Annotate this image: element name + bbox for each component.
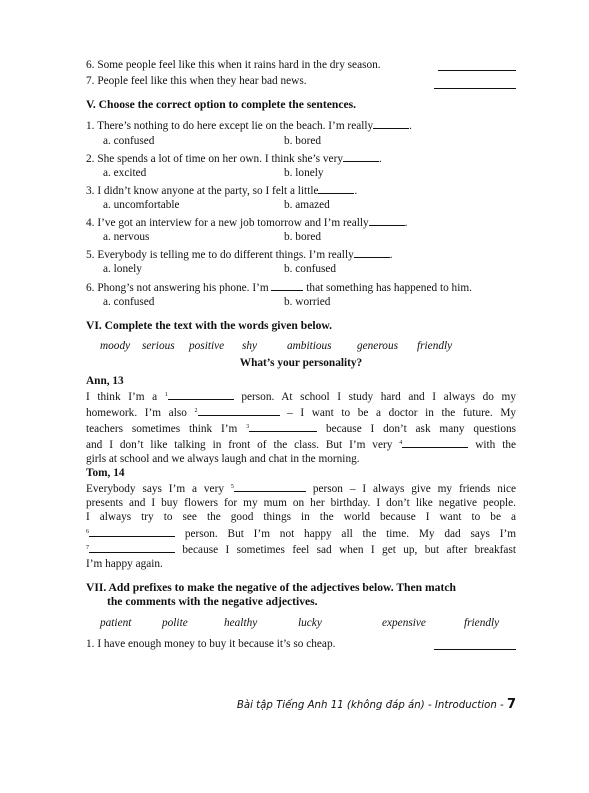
answer-blank[interactable] bbox=[373, 117, 409, 129]
question-6: 6. Phong’s not answering his phone. I’m that something has happened to him. bbox=[86, 279, 516, 295]
page-footer: Bài tập Tiếng Anh 11 (không đáp án) - Introduction - 7 bbox=[236, 697, 516, 712]
author-ann: Ann, 13 bbox=[86, 374, 124, 387]
word-box-7: patient polite healthy lucky expensive friendly bbox=[100, 616, 500, 629]
item-7-1: 1. I have enough money to buy it because it’s so cheap. bbox=[86, 637, 516, 653]
answer-blank[interactable] bbox=[434, 77, 516, 89]
item-top-7: 7. People feel like this when they hear bad news. bbox=[86, 74, 516, 92]
section-7-subtitle: the comments with the negative adjectives. bbox=[107, 595, 318, 609]
answer-blank[interactable] bbox=[354, 246, 390, 258]
page-number: 7 bbox=[506, 697, 516, 712]
options-4: a. nervous b. bored bbox=[103, 231, 322, 244]
answer-blank[interactable] bbox=[168, 388, 234, 400]
options-1: a. confused b. bored bbox=[103, 134, 322, 147]
answer-blank[interactable] bbox=[438, 59, 516, 71]
answer-blank[interactable] bbox=[434, 638, 516, 650]
options-3: a. uncomfortable b. amazed bbox=[103, 199, 330, 212]
answer-blank[interactable] bbox=[198, 404, 280, 416]
question-1: 1. There’s nothing to do here except lie on the beach. I’m really . bbox=[86, 117, 516, 133]
answer-blank[interactable] bbox=[271, 279, 303, 291]
section-5-title: V. Choose the correct option to complete the sentences. bbox=[86, 98, 357, 111]
answer-blank[interactable] bbox=[249, 420, 317, 432]
question-3: 3. I didn’t know anyone at the party, so I felt a little . bbox=[86, 182, 516, 198]
options-5: a. lonely b. confused bbox=[103, 263, 337, 276]
item-top-6: 6. Some people feel like this when it rains hard in the dry season. bbox=[86, 58, 516, 74]
section-5-items bbox=[86, 117, 516, 308]
answer-blank[interactable] bbox=[89, 541, 175, 553]
answer-blank[interactable] bbox=[234, 480, 306, 492]
question-4: 4. I’ve got an interview for a new job tomorrow and I’m really . bbox=[86, 214, 516, 230]
answer-blank[interactable] bbox=[89, 525, 175, 537]
answer-blank[interactable] bbox=[318, 182, 354, 194]
worksheet-page bbox=[86, 58, 516, 653]
question-2: 2. She spends a lot of time on her own. I think she’s very . bbox=[86, 150, 516, 166]
answer-blank[interactable] bbox=[402, 436, 468, 448]
answer-blank[interactable] bbox=[369, 214, 405, 226]
options-6: a. confused b. worried bbox=[103, 295, 331, 308]
ann-text: I think I’m a $^1$ person. At school I study hard and I always do my homework. I’m also $^2$ – I want to be a doctor in the future. My teachers sometimes think I’m $^3$ because I don’t ask many questions and I don’t like talking in front of the class. But I’m very $^4$ with the girls at school and we always laugh and chat in the morning. bbox=[86, 388, 516, 467]
reading-heading: What’s your personality? bbox=[239, 357, 363, 370]
question-5: 5. Everybody is telling me to do different things. I’m really . bbox=[86, 246, 516, 262]
author-tom: Tom, 14 bbox=[86, 467, 125, 480]
tom-text: Everybody says I’m a very $^5$ person – I always give my friends nice presents and I buy flowers for my mum on her birthday. I don’t like negative people. I always try to see the good things in the world because I want to be a $^6$ person. But I’m not happy all the time. My dad says I’m $^7$ because I sometimes feel sad when I get up, but after breakfast I’m happy again. bbox=[86, 480, 516, 571]
word-box-6: moody serious positive shy ambitious generous friendly bbox=[100, 340, 453, 353]
section-6-title: VI. Complete the text with the words given below. bbox=[86, 318, 333, 332]
options-2: a. excited b. lonely bbox=[103, 166, 324, 179]
section-7-title: VII. Add prefixes to make the negative of the adjectives below. Then match bbox=[86, 580, 456, 594]
answer-blank[interactable] bbox=[343, 150, 379, 162]
